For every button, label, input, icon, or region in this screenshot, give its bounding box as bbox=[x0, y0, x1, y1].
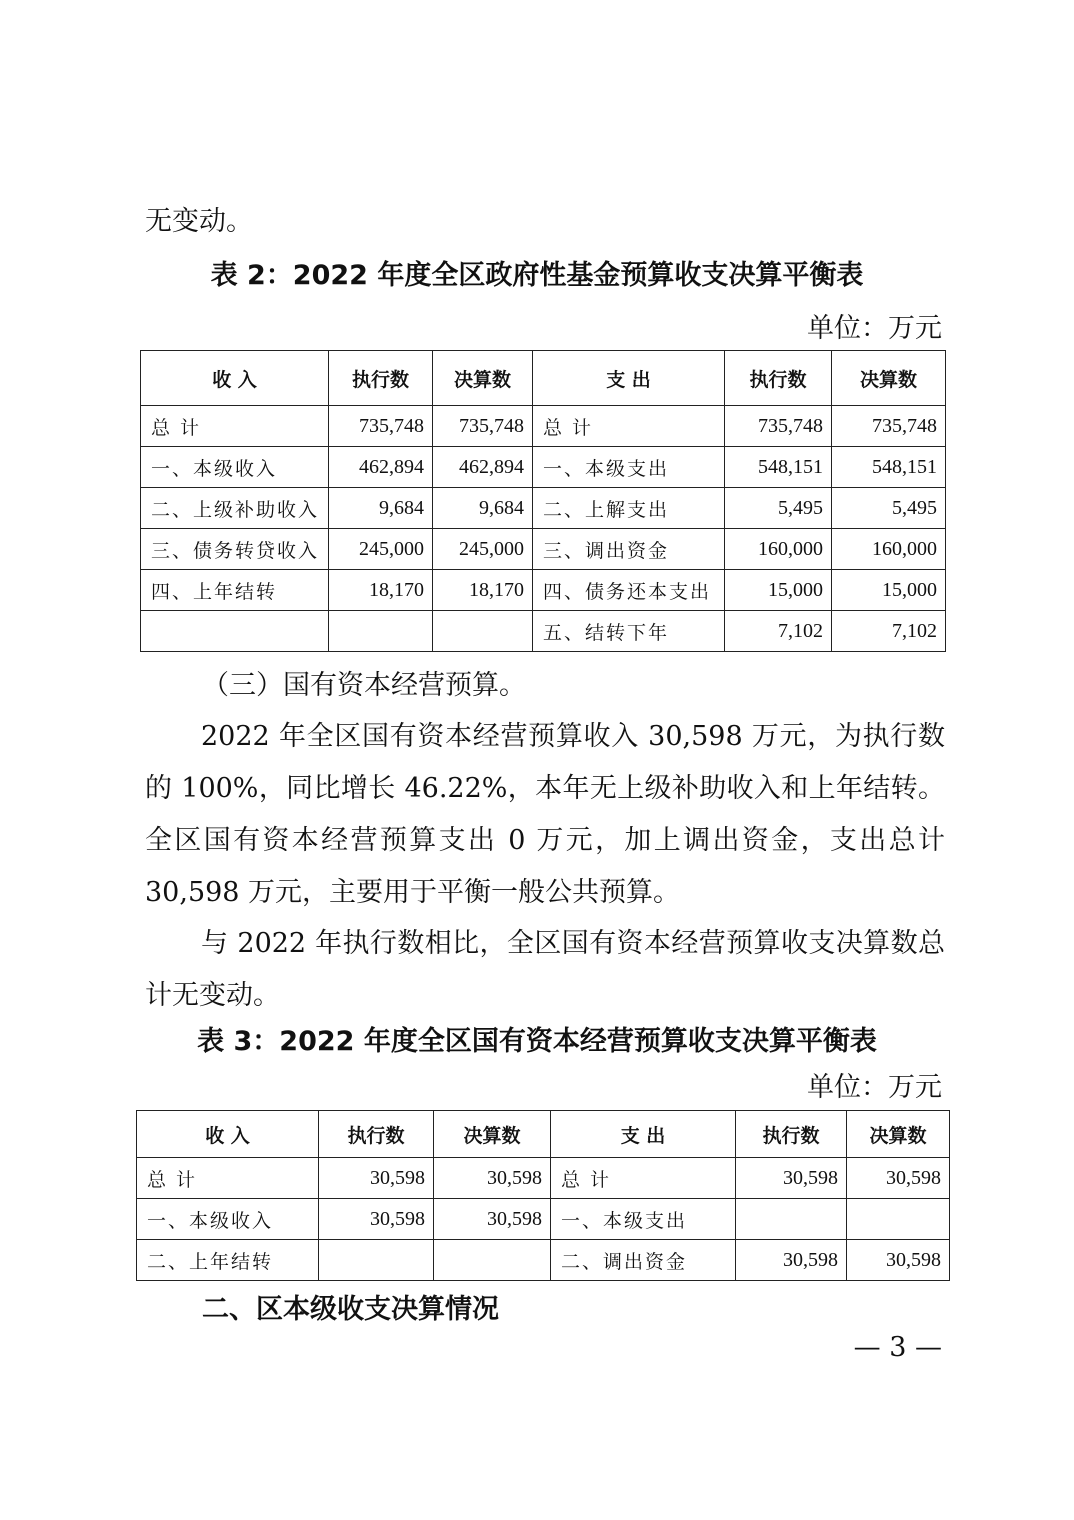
table2-header-expense: 支 出 bbox=[533, 351, 725, 406]
table-cell bbox=[319, 1240, 434, 1281]
table2-unit: 单位：万元 bbox=[807, 313, 942, 344]
section3-paragraph-2: 与 2022 年执行数相比，全区国有资本经营预算收支决算数总计无变动。 bbox=[145, 928, 945, 1011]
table3 bbox=[136, 1110, 950, 1281]
table2 bbox=[140, 350, 946, 652]
table2-header-exec2: 执行数 bbox=[725, 351, 832, 406]
table3-header-final2: 决算数 bbox=[847, 1111, 950, 1158]
table-cell: 160,000 bbox=[832, 529, 946, 570]
table-cell: 30,598 bbox=[736, 1158, 847, 1199]
table-cell: 总 计 bbox=[137, 1158, 319, 1199]
table-cell: 15,000 bbox=[832, 570, 946, 611]
table3-header-exec2: 执行数 bbox=[736, 1111, 847, 1158]
table-cell: 总 计 bbox=[533, 406, 725, 447]
table-cell bbox=[329, 611, 433, 652]
table-cell: 9,684 bbox=[433, 488, 533, 529]
table3-header-expense: 支 出 bbox=[551, 1111, 736, 1158]
table-cell: 30,598 bbox=[736, 1240, 847, 1281]
table-cell: 15,000 bbox=[725, 570, 832, 611]
table-cell: 7,102 bbox=[725, 611, 832, 652]
table-cell bbox=[847, 1199, 950, 1240]
page-number: — 3 — bbox=[853, 1332, 942, 1363]
table-cell bbox=[736, 1199, 847, 1240]
table-cell: 462,894 bbox=[329, 447, 433, 488]
table-cell: 245,000 bbox=[433, 529, 533, 570]
table2-header-exec: 执行数 bbox=[329, 351, 433, 406]
table-cell: 30,598 bbox=[319, 1158, 434, 1199]
table-cell: 三、调出资金 bbox=[533, 529, 725, 570]
table2-header-final: 决算数 bbox=[433, 351, 533, 406]
table-cell: 462,894 bbox=[433, 447, 533, 488]
table3-title: 表 3：2022 年度全区国有资本经营预算收支决算平衡表 bbox=[197, 1026, 877, 1057]
table-cell: 7,102 bbox=[832, 611, 946, 652]
table-cell: 735,748 bbox=[725, 406, 832, 447]
table-cell bbox=[434, 1240, 551, 1281]
table-cell: 5,495 bbox=[725, 488, 832, 529]
section3-paragraph-1: 2022 年全区国有资本经营预算收入 30,598 万元，为执行数的 100%，同比增长 46.22%，本年无上级补助收入和上年结转。全区国有资本经营预算支出 0 万元，加上调出资金，支出总计 30,598 万元，主要用于平衡一般公共预算。 bbox=[145, 721, 945, 908]
table-cell: 一、本级支出 bbox=[533, 447, 725, 488]
table3-header-row bbox=[137, 1111, 950, 1158]
table2-title: 表 2：2022 年度全区政府性基金预算收支决算平衡表 bbox=[210, 260, 864, 291]
table-cell: 18,170 bbox=[433, 570, 533, 611]
table-cell: 30,598 bbox=[319, 1199, 434, 1240]
table3-header-exec: 执行数 bbox=[319, 1111, 434, 1158]
table-cell: 30,598 bbox=[847, 1240, 950, 1281]
table3-header-income: 收 入 bbox=[137, 1111, 319, 1158]
table-cell bbox=[141, 611, 329, 652]
table3-unit: 单位：万元 bbox=[807, 1072, 942, 1103]
table-cell: 二、调出资金 bbox=[551, 1240, 736, 1281]
table-cell: 548,151 bbox=[832, 447, 946, 488]
table-cell: 四、债务还本支出 bbox=[533, 570, 725, 611]
table-cell: 30,598 bbox=[434, 1158, 551, 1199]
table-row bbox=[141, 611, 946, 652]
table-cell: 5,495 bbox=[832, 488, 946, 529]
table-cell: 二、上级补助收入 bbox=[141, 488, 329, 529]
table-cell: 548,151 bbox=[725, 447, 832, 488]
table-cell: 二、上解支出 bbox=[533, 488, 725, 529]
intro-text: 无变动。 bbox=[145, 206, 253, 237]
table-cell: 四、上年结转 bbox=[141, 570, 329, 611]
table-cell: 160,000 bbox=[725, 529, 832, 570]
table-row bbox=[141, 447, 946, 488]
table-cell: 735,748 bbox=[329, 406, 433, 447]
table-row bbox=[141, 529, 946, 570]
table2-header-final2: 决算数 bbox=[832, 351, 946, 406]
table-row bbox=[141, 570, 946, 611]
section3-heading: （三）国有资本经营预算。 bbox=[202, 670, 526, 701]
table2-header-row bbox=[141, 351, 946, 406]
table-cell: 30,598 bbox=[847, 1158, 950, 1199]
table-cell: 总 计 bbox=[551, 1158, 736, 1199]
table-cell: 9,684 bbox=[329, 488, 433, 529]
table-cell: 245,000 bbox=[329, 529, 433, 570]
table-cell bbox=[433, 611, 533, 652]
section-two-heading: 二、区本级收支决算情况 bbox=[202, 1294, 499, 1325]
table3-header-final: 决算数 bbox=[434, 1111, 551, 1158]
table-cell: 五、结转下年 bbox=[533, 611, 725, 652]
table-cell: 一、本级收入 bbox=[141, 447, 329, 488]
table-cell: 735,748 bbox=[832, 406, 946, 447]
table-row bbox=[141, 406, 946, 447]
table-cell: 二、上年结转 bbox=[137, 1240, 319, 1281]
table2-header-income: 收 入 bbox=[141, 351, 329, 406]
table-cell: 三、债务转贷收入 bbox=[141, 529, 329, 570]
table-cell: 一、本级支出 bbox=[551, 1199, 736, 1240]
table-cell: 735,748 bbox=[433, 406, 533, 447]
table-cell: 18,170 bbox=[329, 570, 433, 611]
table-cell: 一、本级收入 bbox=[137, 1199, 319, 1240]
table-row bbox=[137, 1199, 950, 1240]
table-row bbox=[137, 1158, 950, 1199]
table-cell: 30,598 bbox=[434, 1199, 551, 1240]
table-cell: 总 计 bbox=[141, 406, 329, 447]
table-row bbox=[141, 488, 946, 529]
table-row bbox=[137, 1240, 950, 1281]
